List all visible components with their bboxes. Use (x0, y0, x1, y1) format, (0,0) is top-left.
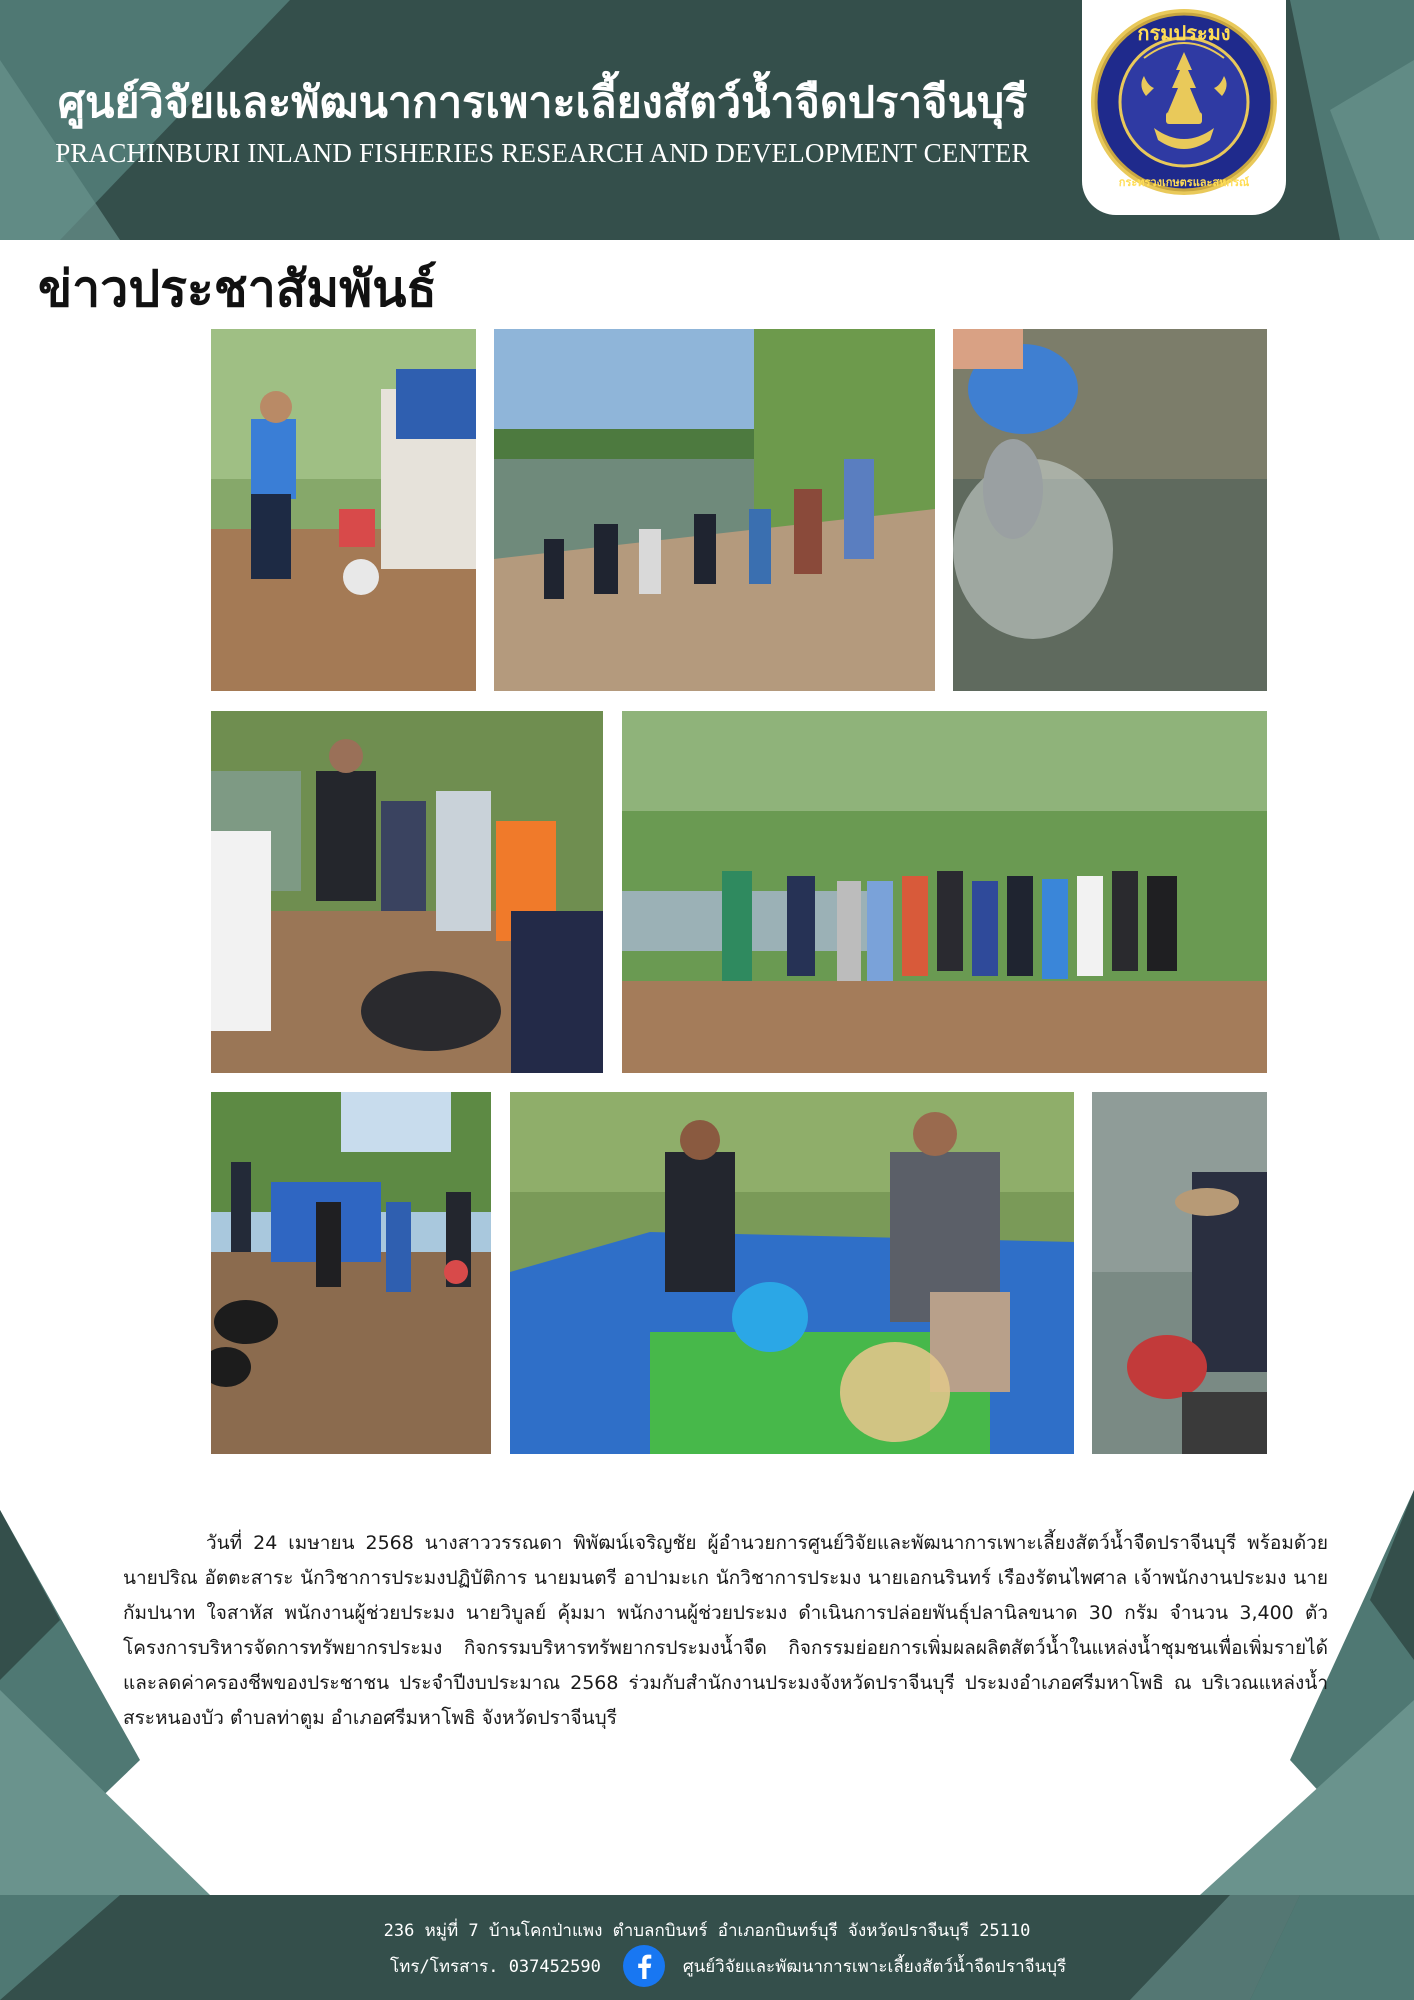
photo-fish-in-tarp-pool (510, 1092, 1074, 1454)
photo-reading-document (211, 711, 603, 1073)
footer-contact (390, 1948, 1066, 1984)
photo-weighing-fish (211, 329, 476, 691)
footer-phone: โทร/โทรสาร. 037452590 (390, 1956, 601, 1977)
photo-unloading-truck (211, 1092, 491, 1454)
logo-text-top: กรมประมง (1137, 21, 1231, 45)
page-heading: ข่าวประชาสัมพันธ์ (38, 260, 437, 318)
facebook-icon[interactable] (623, 1945, 665, 1987)
header-title: ศูนย์วิจัยและพัฒนาการเพาะเลี้ยงสัตว์น้ำจืดปราจีนบุรี (57, 78, 1028, 128)
header-subtitle: PRACHINBURI INLAND FISHERIES RESEARCH AND DEVELOPMENT CENTER (55, 138, 1030, 168)
photo-releasing-into-water (1092, 1092, 1267, 1454)
news-body-text: วันที่ 24 เมษายน 2568 นางสาววรรณดา พิพัฒน์เจริญชัย ผู้อำนวยการศูนย์วิจัยและพัฒนาการเพาะเลี้ยงสัตว์น้ำจืดปราจีนบุรี พร้อมด้วย นายปริณ อัตตะสาระ นักวิชาการประมงปฏิบัติการ นายมนตรี อาปามะเก นักวิชาการประมง นายเอกนรินทร์ เรืองรัตนไพศาล เจ้าพนักงานประมง นายกัมปนาท ใจสาหัส พนักงานผู้ช่วยประมง นายวิบูลย์ คุ้มมา พนักงานผู้ช่วยประมง ดำเนินการปล่อยพันธุ์ปลานิลขนาด 30 กรัม จำนวน 3,400 ตัว โครงการบริหารจัดการทรัพยากรประมง กิจกรรมบริหารทรัพยากรประมงน้ำจืด กิจกรรมย่อยการเพิ่มผลผลิตสัตว์น้ำในแหล่งน้ำชุมชนเพื่อเพิ่มรายได้และลดค่าครองชีพของประชาชน ประจำปีงบประมาณ 2568 ร่วมกับสำนักงานประมงจังหวัดปราจีนบุรี ประมงอำเภอศรีมหาโพธิ ณ บริเวณแหล่งน้ำสระหนองบัว ตำบลท่าตูม อำเภอศรีมหาโพธิ จังหวัดปราจีนบุรี (123, 1532, 1328, 1729)
logo-text-bottom: กระทรวงเกษตรและสหกรณ์ (1118, 176, 1250, 189)
footer-address: 236 หมู่ที่ 7 บ้านโคกป่าแพง ตำบลกบินทร์ อำเภอกบินทร์บุรี จังหวัดปราจีนบุรี 25110 (383, 1921, 1031, 1941)
photo-releasing-fish-basket (953, 329, 1267, 691)
facebook-page-name[interactable]: ศูนย์วิจัยและพัฒนาการเพาะเลี้ยงสัตว์น้ำจืดปราจีนบุรี (682, 1956, 1067, 1977)
photo-group-on-steps (494, 329, 935, 691)
logo-container (1082, 0, 1286, 215)
photo-group-standing (622, 711, 1267, 1073)
department-of-fisheries-logo (1082, 0, 1286, 215)
